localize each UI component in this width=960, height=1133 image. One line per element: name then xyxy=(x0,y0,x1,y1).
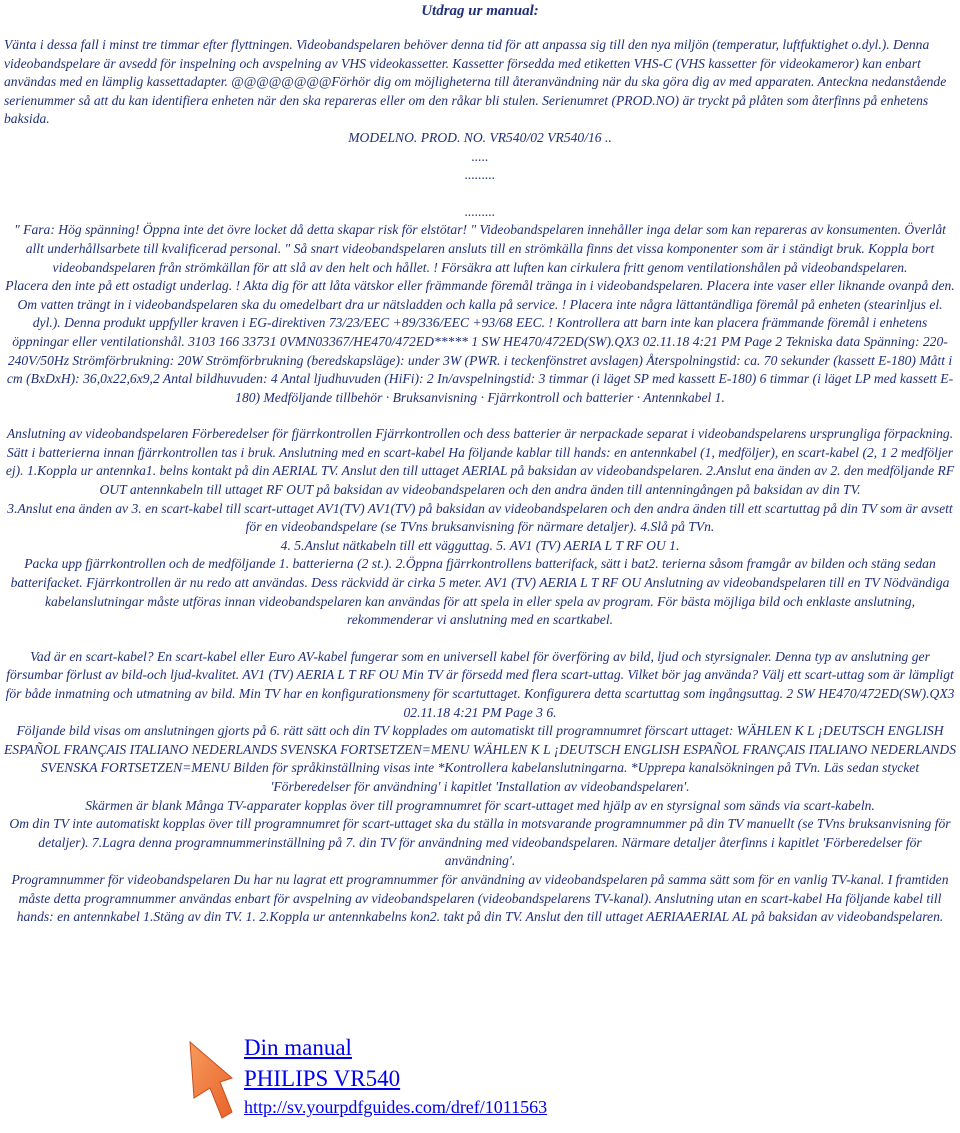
paragraph: Programnummer för videobandspelaren Du har nu lagrat ett programnummer för användning av videobandspelaren på samma sätt som för en vanlig TV-kanal. I framtiden måste detta programnummer användas enbart för avspelning av videobandspelaren (videobandspelarens TV-kanal). Anslutning utan en scart-kabel Ha följande kabel till hands: en antennkabel 1.Stäng av din TV. 1. 2.Koppla ur antennkabelns kon2. takt på din TV. Anslut den till uttaget AERIAAERIAL AL på baksidan av videobandspelaren. xyxy=(11,871,949,925)
din-manual-link[interactable]: Din manual xyxy=(244,1035,352,1060)
manual-excerpt xyxy=(4,36,956,927)
paragraph: " Fara: Hög spänning! Öppna inte det övre locket då detta skapar risk för elstötar! " Videobandspelaren innehåller inga delar som kan repareras av konsumenten. Överlåt allt underhållsarbete till kvalificerad personal. " Så snart videobandspelaren ansluts till en strömkälla finns det vissa komponenter som är i ständigt bruk. Koppla bort videobandspelaren från strömkällan för att slå av den helt och hållet. ! Försäkra att luften kan cirkulera fritt genom ventilationshålen på videobandspelaren. xyxy=(14,222,946,275)
paragraph: Skärmen är blank Många TV-apparater kopplas över till programnumret för scart-uttaget med hjälp av en styrsignal som sänds via scart-kabeln. xyxy=(85,797,875,813)
paragraph: Anslutning av videobandspelaren Förberedelser för fjärrkontrollen Fjärrkontrollen och dess batterier är nerpackade separat i videobandspelarens ursprungliga förpackning. Sätt i batterierna innan fjärrkontrollen tas i bruk. Anslutning med en scart-kabel Ha följande kablar till hands: en antennkabel (1, medföljer), en scart-kabel (2, 1 2 medföljer ej). 1.Koppla ur antennka1. belns kontakt på din AERIAL TV. Anslut den till uttaget AERIAL på baksidan av videobandspelaren. 2.Anslut ena änden av 2. den medföljande RF OUT antennkabeln till uttaget RF OUT på baksidan av videobandspelaren och den andra änden till antenningången på baksidan av din TV. xyxy=(5,426,955,498)
paragraph: 4. 5.Anslut nätkabeln till ett vägguttag. 5. AV1 (TV) AERIA L T RF OU 1. xyxy=(280,537,680,553)
model-line: MODELNO. PROD. NO. VR540/02 VR540/16 .. xyxy=(348,129,612,145)
arrow-logo-icon xyxy=(182,1038,238,1124)
paragraph: Placera den inte på ett ostadigt underlag. ! Akta dig för att låta vätskor eller främmande föremål tränga in i videobandspelaren. Placera inte vaser eller liknande ovanpå den. Om vatten trängt in i videobandspelaren ska du omedelbart dra ur nätsladden och kalla på service. ! Placera inte några lättantändliga föremål på enheten (stearinljus el. xyxy=(5,278,955,312)
footer xyxy=(182,1032,942,1128)
paragraph: Packa upp fjärrkontrollen och de medföljande 1. batterierna (2 st.). 2.Öppna fjärrkontrollens batterifack, sätt i bat2. terierna såsom framgår av bilden och stäng sedan batterifacket. Fjärrkontrollen är nu redo att användas. Dess räckvidd är cirka 5 meter. AV1 (TV) AERIA L T RF OU Anslutning av videobandspelaren till en TV Nödvändiga kabelanslutningar måste utföras innan videobandspelaren kan användas för att spela in eller spela av program. För bästa möjliga bild och enklaste anslutning, rekommenderar vi anslutning med en scartkabel. xyxy=(10,556,950,628)
paragraph: Om din TV inte automatiskt kopplas över till programnumret för scart-uttaget ska du ställa in motsvarande programnummer på din TV manuellt (se TVns bruksanvisning för detaljer). 7.Lagra denna programnummerinställning på 7. din TV för användning med videobandspelaren. Närmare detaljer återfinns i kapitlet 'Förberedelser för användning'. xyxy=(9,816,951,869)
dots-line: ......... xyxy=(464,203,496,219)
dots-line: ......... xyxy=(464,167,496,183)
paragraph: Följande bild visas om anslutningen gjorts på 6. rätt sätt och din TV kopplades om automatiskt till programnumret förscart uttaget: WÄHLEN K L ¡DEUTSCH ENGLISH ESPAÑOL FRANÇAIS ITALIANO NEDERLANDS SVENSKA FORTSETZEN=MENU WÄHLEN K L ¡DEUTSCH ENGLISH ESPAÑOL FRANÇAIS ITALIANO NEDERLANDS SVENSKA FORTSETZEN=MENU Bilden för språkinställning visas inte *Kontrollera kabelanslutningarna. *Upprepa kanalsökningen på TVn. Läs sedan stycket 'Förberedelser för användning' i kapitlet 'Installation av videobandspelaren'. xyxy=(4,723,956,794)
paragraph: Vad är en scart-kabel? En scart-kabel eller Euro AV-kabel fungerar som en universell kabel för överföring av bild, ljud och styrsignaler. Denna typ av anslutning ger försumbar förlust av bild-och ljud-kvalitet. AV1 (TV) AERIA L T RF OU Min TV är försedd med flera scart-uttag. Vilket bör jag använda? Välj ett scart-uttag som är lämpligt för både inmatning och utmatning av bild. Min TV har en konfigurationsmeny för scartuttaget. Konfigurera detta scartuttag som ingångsuttag. 2 SW HE470/472ED(SW).QX3 02.11.18 4:21 PM Page 3 6. xyxy=(5,648,955,720)
product-link[interactable]: PHILIPS VR540 xyxy=(244,1066,401,1091)
paragraph: 3.Anslut ena änden av 3. en scart-kabel till scart-uttaget AV1(TV) AV1(TV) på baksidan av videobandspelaren och den andra änden till ett scartuttag på din TV som är avsett för en videobandspelare (se TVns bruksanvisning för närmare detaljer). 4.Slå på TVn. xyxy=(7,500,953,535)
page-title: Utdrag ur manual: xyxy=(421,3,539,19)
url-link[interactable]: http://sv.yourpdfguides.com/dref/1011563 xyxy=(244,1097,548,1117)
paragraph: dyl.). Denna produkt uppfyller kraven i EG-direktiven 73/23/EEC +89/336/EEC +93/68 EEC. ! Kontrollera att barn inte kan placera främmande föremål i enhetens öppningar eller ventilationshål. 3103 166 33731 0VMN03367/HE470/472ED***** 1 SW HE470/472ED(SW).QX3 02.11.18 4:21 PM Page 2 Tekniska data Spänning: 220-240V/50Hz Strömförbrukning: 20W Strömförbrukning (beredskapsläge): under 3W (PWR. i teckenfönstret avslagen) Återspolningstid: ca. 70 sekunder (kassett E-180) Mått i cm (BxDxH): 36,0x22,6x9,2 Antal bildhuvuden: 4 Antal ljudhuvuden (HiFi): 2 In/avspelningstid: 3 timmar (i läget SP med kassett E-180) 6 timmar (i läget LP med kassett E-180) Medföljande tillbehör · Bruksanvisning · Fjärrkontroll och batterier · Antennkabel 1. xyxy=(6,315,954,405)
paragraph: Vänta i dessa fall i minst tre timmar efter flyttningen. Videobandspelaren behöver denna tid för att anpassa sig till den nya miljön (temperatur, luftfuktighet o.dyl.). Denna videobandspelare är avsedd för inspelning och avspelning av VHS videokassetter. Kassetter försedda med etiketten VHS-C (VHS kassetter för videokameror) kan enbart användas med en lämplig kassettadapter. @@@@@@@@Förhör dig om möjligheterna till återanvändning när du ska göra dig av med apparaten. Anteckna nedanstående serienummer så att du kan identifiera enheten när den ska repareras eller om den råkar bli stulen. Serienumret (PROD.NO) är tryckt på plåten som återfinns på enhetens baksida. xyxy=(4,37,947,127)
dots-line: ..... xyxy=(471,148,489,164)
